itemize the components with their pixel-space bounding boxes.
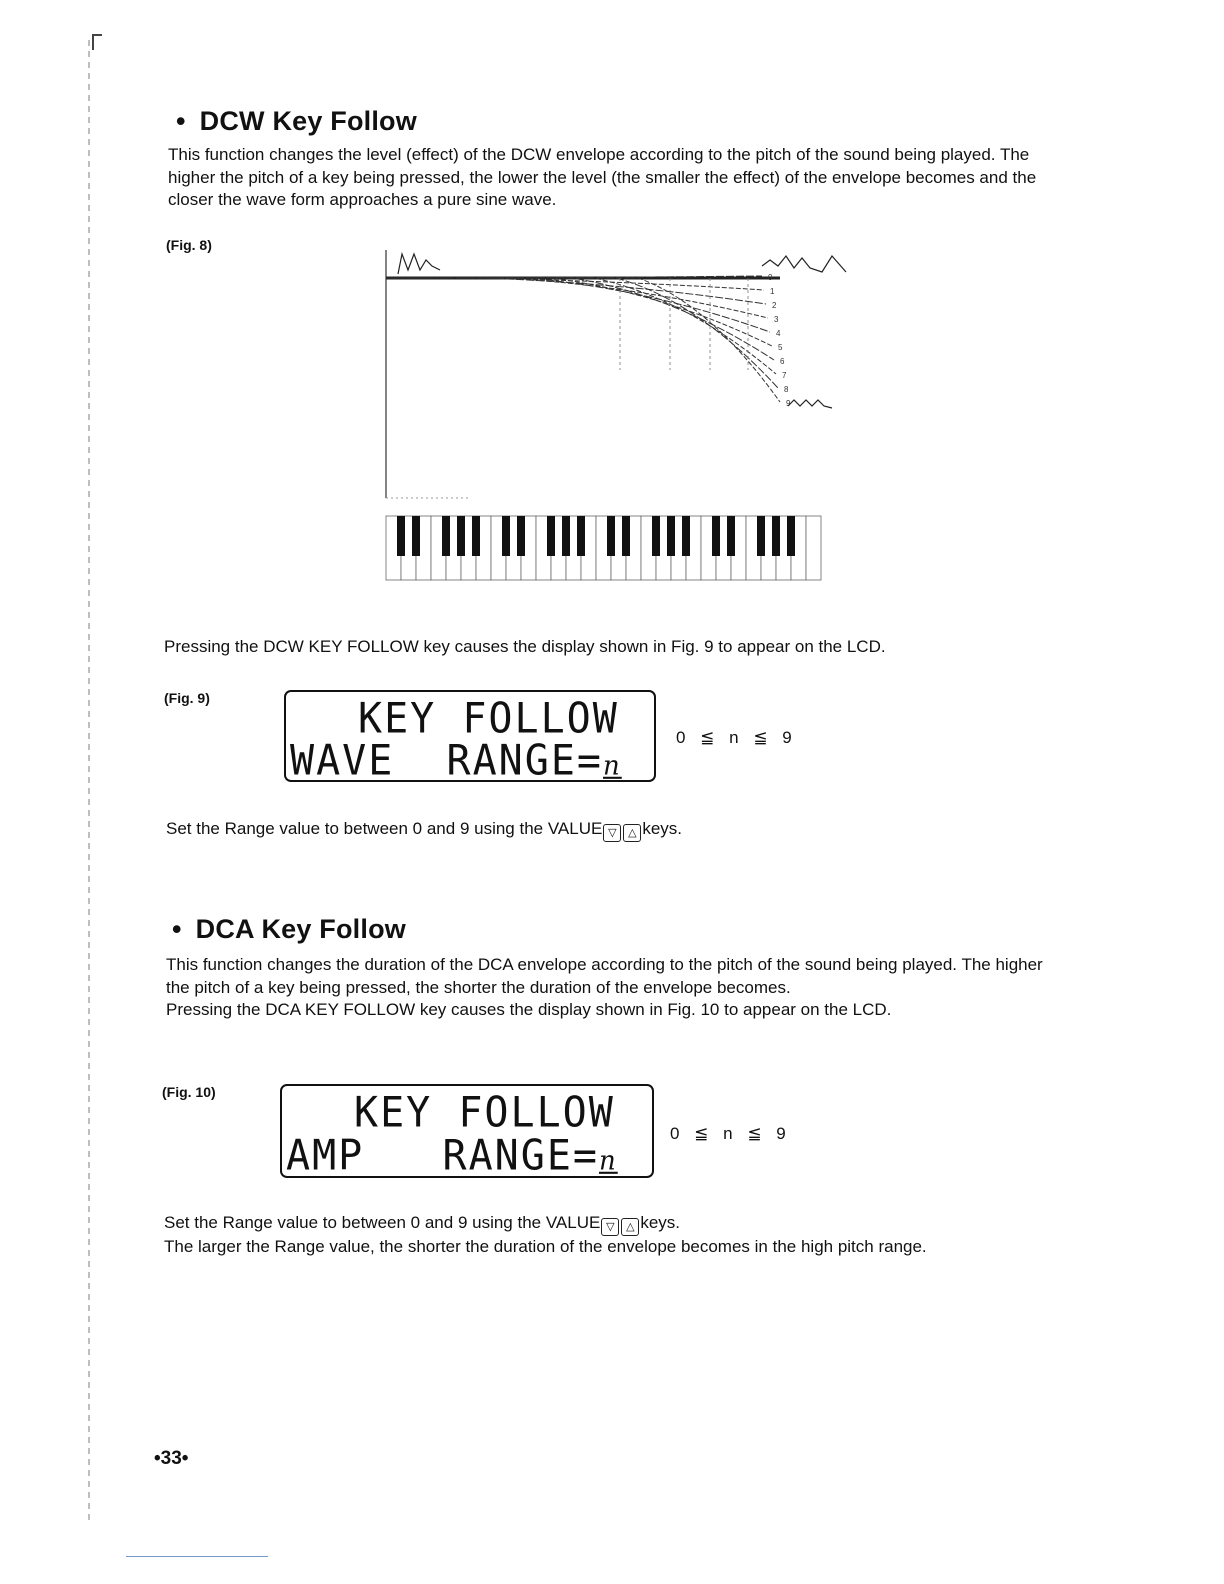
fig9-instruction <box>166 818 1066 842</box>
curve-label: 6 <box>780 357 785 366</box>
white-key <box>806 516 821 580</box>
black-key <box>682 516 690 556</box>
lcd-line-2-prefix: WAVE RANGE= <box>290 736 603 786</box>
fig9-intro <box>164 636 1064 659</box>
curve-label: 1 <box>770 287 775 296</box>
lcd-line-2-prefix: AMP RANGE= <box>286 1131 599 1181</box>
black-key <box>577 516 585 556</box>
section-title-text: DCA Key Follow <box>195 914 406 944</box>
binding-edge <box>88 40 90 1520</box>
lcd-display-amp <box>280 1084 654 1181</box>
value-down-key-icon: ▽ <box>603 824 621 842</box>
black-key <box>727 516 735 556</box>
black-key <box>787 516 795 556</box>
lcd-line-2 <box>286 736 654 787</box>
bullet: • <box>172 914 182 944</box>
figure-label: (Fig. 9) <box>164 690 210 706</box>
range-condition: 0 ≦ n ≦ 9 <box>676 728 797 747</box>
black-key <box>517 516 525 556</box>
black-key <box>772 516 780 556</box>
section-title-dcw <box>176 106 417 137</box>
instruction-text: Set the Range value to between 0 and 9 using the VALUE <box>166 819 603 838</box>
lcd-line-1: KEY FOLLOW <box>354 1088 615 1138</box>
section-title-dca <box>172 914 406 945</box>
black-key <box>607 516 615 556</box>
curves <box>386 276 780 402</box>
dca-fig10-intro: Pressing the DCA KEY FOLLOW key causes the display shown in Fig. 10 to appear on the LCD. <box>166 1000 892 1019</box>
bullet: • <box>176 106 186 136</box>
section-title-text: DCW Key Follow <box>199 106 417 136</box>
crop-mark <box>92 34 102 50</box>
fig10-instruction <box>164 1212 1064 1259</box>
curve-label: 9 <box>786 399 791 408</box>
instruction-text-end: keys. <box>640 1213 681 1232</box>
dca-description: This function changes the duration of the DCA envelope according to the pitch of the sound being played. The higher the pitch of a key being pressed, the shorter the duration of the envelope becomes. <box>166 955 1043 997</box>
curve-8 <box>386 278 778 388</box>
figure-label: (Fig. 10) <box>162 1084 216 1100</box>
black-key <box>472 516 480 556</box>
black-key <box>712 516 720 556</box>
keyboard-illustration <box>386 516 821 580</box>
black-key <box>757 516 765 556</box>
curve-5 <box>386 278 772 346</box>
curve-9 <box>386 278 780 402</box>
curve-label: 0 <box>768 273 773 282</box>
black-key <box>442 516 450 556</box>
curve-label: 5 <box>778 343 783 352</box>
black-key <box>562 516 570 556</box>
instruction-line <box>164 1212 1064 1236</box>
curve-label: 3 <box>774 315 779 324</box>
lcd-variable: n <box>598 1145 618 1177</box>
curve-label: 8 <box>784 385 789 394</box>
sine-wave-icon <box>788 400 832 408</box>
black-key <box>457 516 465 556</box>
lcd-display-wave <box>284 690 656 786</box>
black-key <box>652 516 660 556</box>
value-up-key-icon: △ <box>623 824 641 842</box>
lcd-variable: n <box>602 750 622 782</box>
waveform-sawtooth-icon <box>398 254 846 274</box>
value-down-key-icon: ▽ <box>601 1218 619 1236</box>
instruction-line-2: The larger the Range value, the shorter the duration of the envelope becomes in the high pitch range. <box>164 1237 927 1256</box>
fig8-diagram <box>370 240 870 590</box>
dcw-description: This function changes the level (effect) of the DCW envelope according to the pitch of the sound being played. The higher the pitch of a key being pressed, the lower the level (the smaller the effect) of the envelope becomes and the closer the wave form approaches a pure sine wave. <box>168 145 1037 209</box>
range-condition: 0 ≦ n ≦ 9 <box>670 1124 791 1143</box>
curve-6 <box>386 278 774 360</box>
black-key <box>622 516 630 556</box>
lcd-line-2 <box>282 1131 652 1182</box>
curve-label: 7 <box>782 371 787 380</box>
section-paragraph <box>166 954 1066 1022</box>
black-key <box>412 516 420 556</box>
figure-label: (Fig. 8) <box>166 237 212 253</box>
page-number: •33• <box>154 1448 189 1469</box>
black-key <box>667 516 675 556</box>
curve-labels <box>768 273 791 408</box>
value-up-key-icon: △ <box>621 1218 639 1236</box>
black-key <box>502 516 510 556</box>
instruction-text-end: keys. <box>642 819 683 838</box>
instruction-line <box>166 818 1066 842</box>
section-paragraph <box>168 144 1066 212</box>
footer-rule <box>126 1556 268 1557</box>
curve-label: 4 <box>776 329 781 338</box>
lcd-line-1: KEY FOLLOW <box>358 694 619 744</box>
black-key <box>397 516 405 556</box>
curve-label: 2 <box>772 301 777 310</box>
fig9-intro-text: Pressing the DCW KEY FOLLOW key causes the display shown in Fig. 9 to appear on the LCD. <box>164 637 886 656</box>
instruction-text: Set the Range value to between 0 and 9 using the VALUE <box>164 1213 601 1232</box>
black-key <box>547 516 555 556</box>
curve-7 <box>386 278 776 374</box>
